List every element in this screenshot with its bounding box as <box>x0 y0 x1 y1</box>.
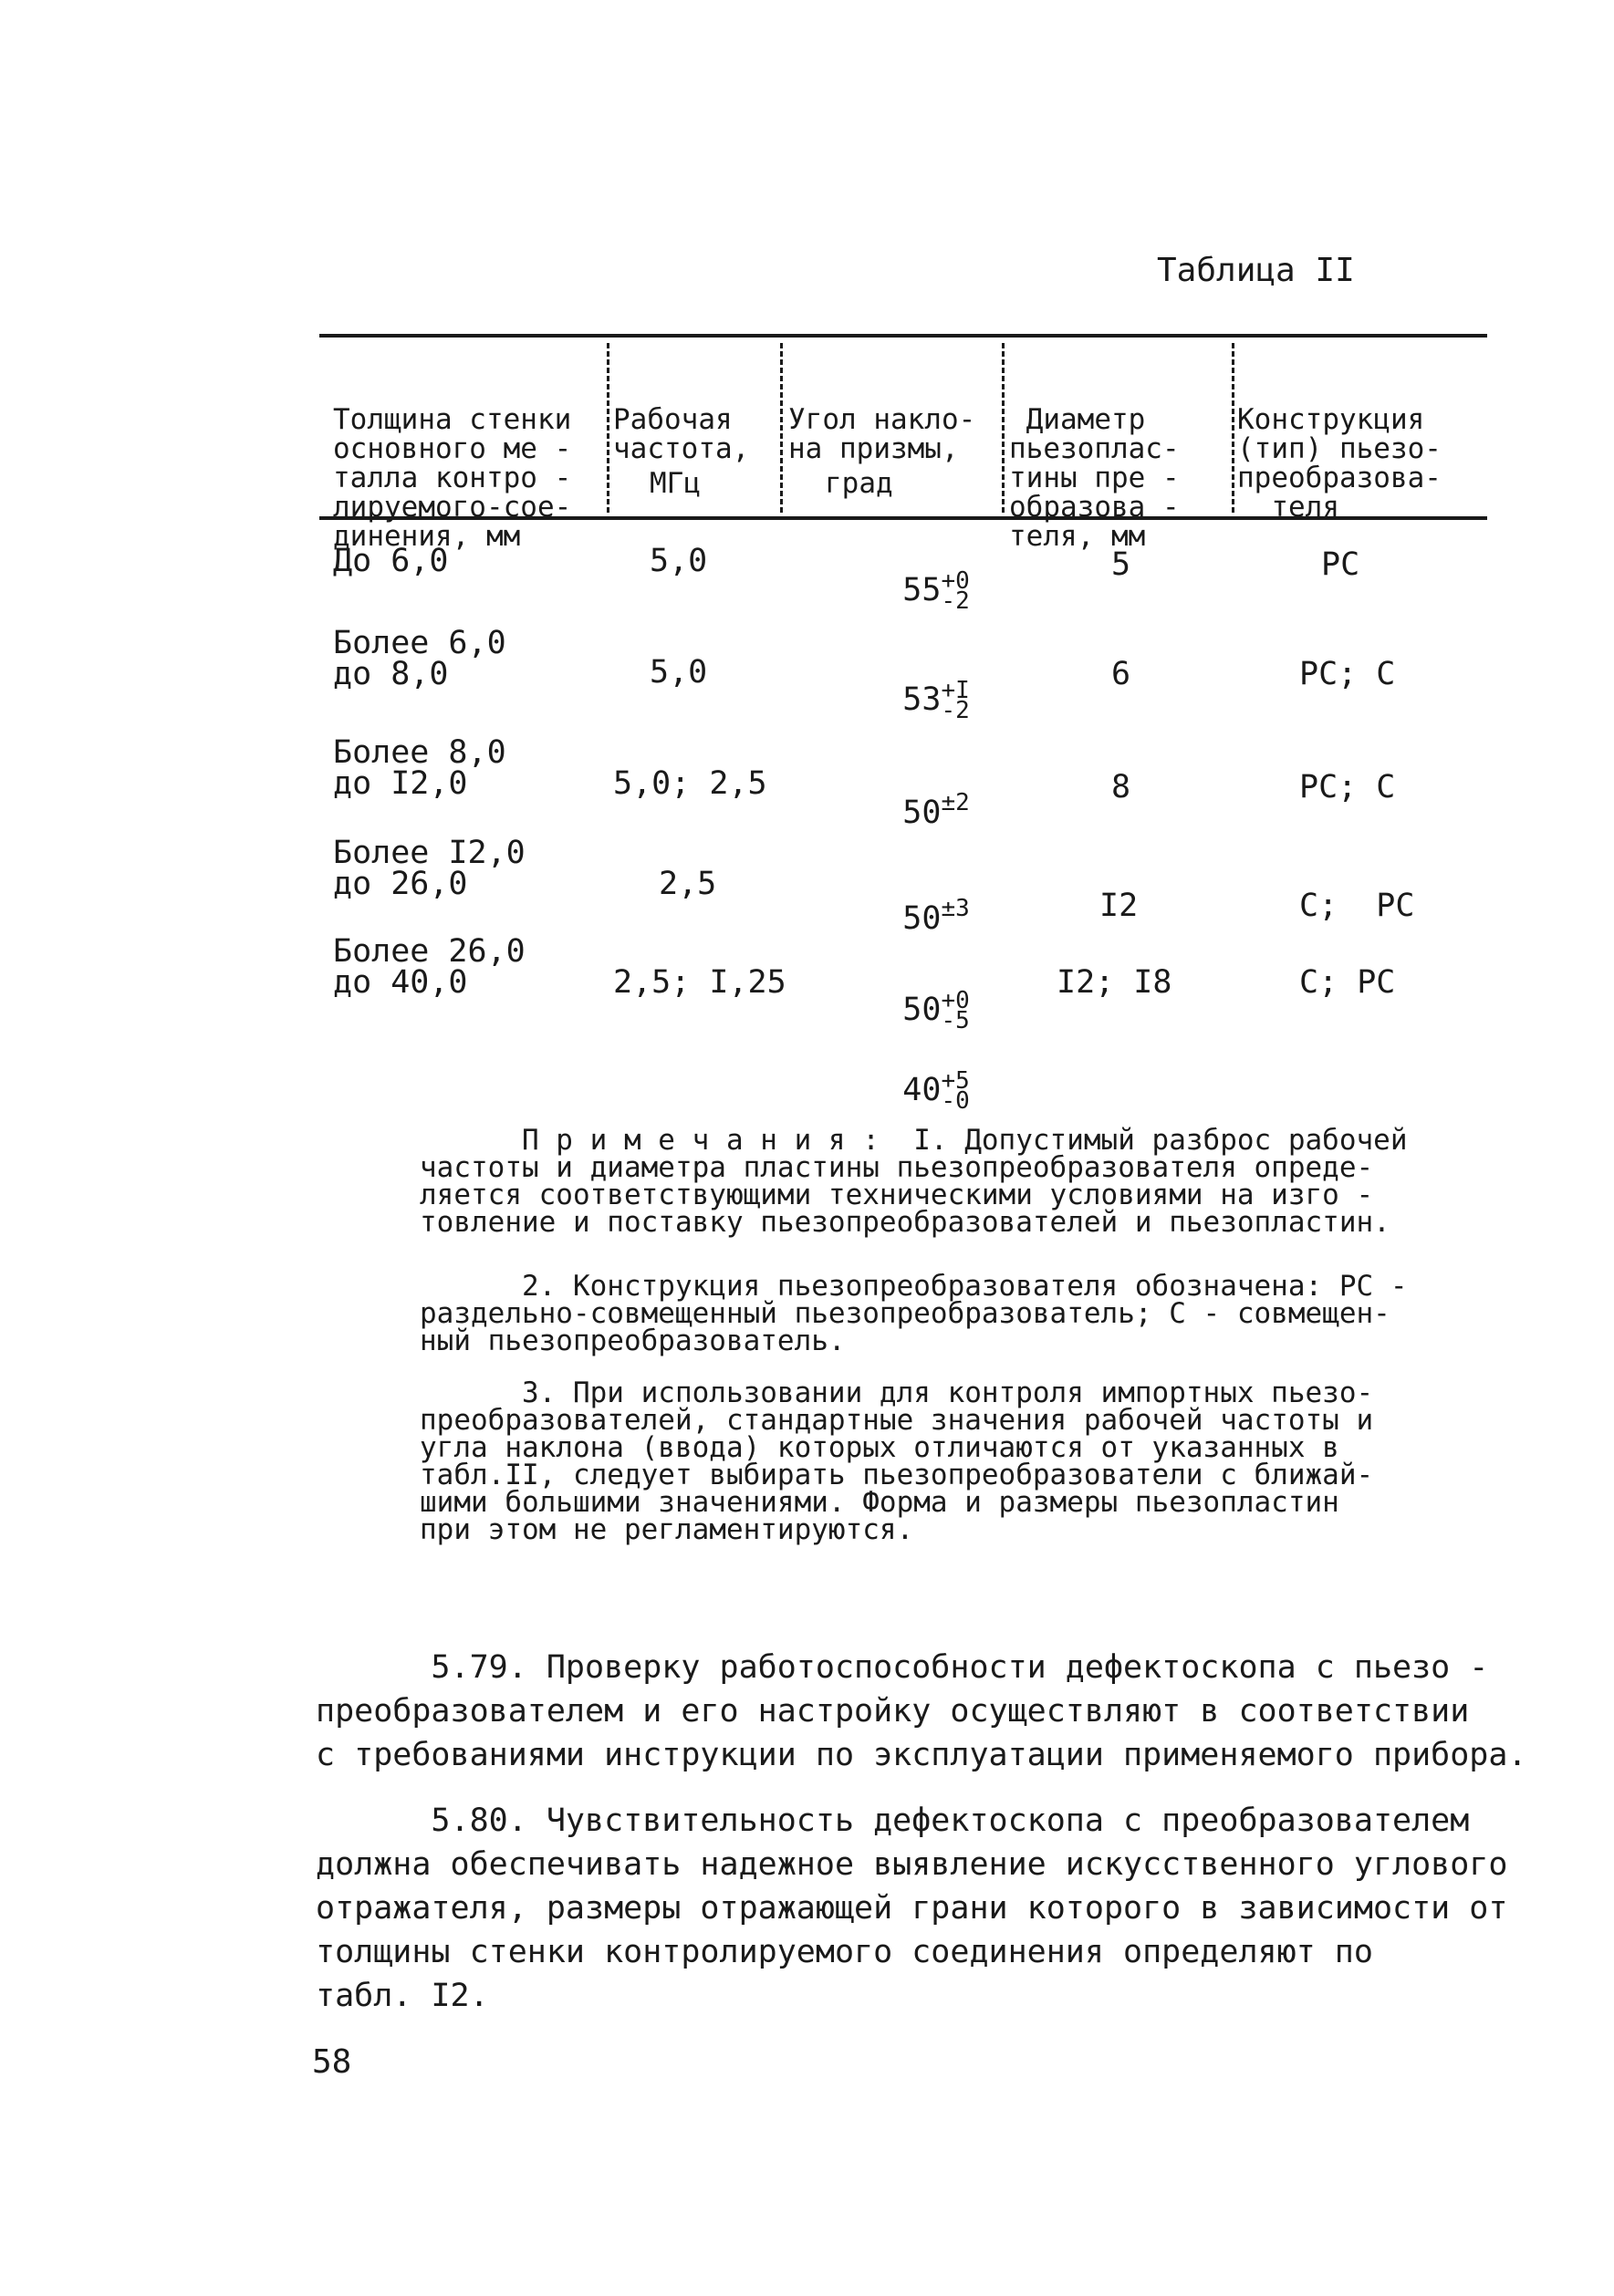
table-note-2: 2. Конструкция пьезопреобразователя обозначена: РС - раздельно-совмещенный пьезопреобразователь; С - совмещен- ный пьезопреобразователь. <box>420 1270 1408 1357</box>
header-diameter: Диаметр пьезоплас- тины пре - образова - теля, мм <box>1009 403 1180 553</box>
header-design: Конструкция (тип) пьезо- преобразова- теля <box>1237 403 1442 524</box>
table-note-3: 3. При использовании для контроля импортных пьезо- преобразователей, стандартные значения рабочей частоты и угла наклона (ввода) которых отличаются от указанных в табл.II, следует выбирать пьезопреобразователи с ближай- шими большими значениями. Форма и размеры пьезопластин при этом не регламентируются. <box>420 1377 1374 1546</box>
table-row-2-angle: 53 +I -2 <box>902 677 970 724</box>
table-title: Таблица II <box>1157 252 1355 289</box>
paragraph-5-80: 5.80. Чувствительность дефектоскопа с преобразователем должна обеспечивать надежное выявление искусственного углового отражателя, размеры отражающей грани которого в зависимости от толщины стенки контролируемого соединения определяют по табл. I2. <box>316 1803 1508 2014</box>
table-row-1-thickness: До 6,0 <box>333 543 449 579</box>
table-row-6-angle: 40 +5 -0 <box>902 1067 970 1115</box>
table-row-5-thickness: Более 26,0 до 40,0 <box>333 933 526 1001</box>
table-row-5-angle: 50 +0 -5 <box>902 987 970 1034</box>
table-row-5-design: С; РС <box>1299 964 1396 1001</box>
table-row-4-frequency: 2,5 <box>659 866 717 902</box>
table-row-3-frequency: 5,0; 2,5 <box>613 765 767 802</box>
table-top-rule <box>319 334 1487 338</box>
paragraph-5-79: 5.79. Проверку работоспособности дефектоскопа с пьезо - преобразователем и его настройку осуществляют в соответствии с требованиями инструкции по эксплуатации применяемого прибора. <box>316 1649 1527 1773</box>
table-note-1: П р и м е ч а н и я : I. Допустимый разброс рабочей частоты и диаметра пластины пьезопреобразователя опреде- ляется соответствующими техническими условиями на изго - товление и поставку пьезопреобразователей и пьезопластин. <box>420 1124 1408 1239</box>
table-row-5-diameter: I2; I8 <box>1057 964 1172 1001</box>
table-row-4-angle: $50^{\pm 3}$ <box>902 895 970 937</box>
column-separator <box>1002 343 1005 513</box>
table-row-4-thickness: Более I2,0 до 26,0 <box>333 835 526 902</box>
table-row-4-diameter: I2 <box>1099 888 1139 924</box>
table-row-1-design: РС <box>1321 546 1360 583</box>
column-separator <box>607 343 609 513</box>
table-row-2-diameter: 6 <box>1111 656 1131 692</box>
table-row-3-thickness: Более 8,0 до I2,0 <box>333 734 506 802</box>
table-row-5-frequency: 2,5; I,25 <box>613 964 786 1001</box>
table-row-3-diameter: 8 <box>1111 769 1131 805</box>
table-row-2-design: РС; С <box>1299 656 1396 692</box>
column-separator <box>1232 343 1234 513</box>
table-row-1-diameter: 5 <box>1111 546 1131 583</box>
table-row-3-design: РС; С <box>1299 769 1396 805</box>
page-number: 58 <box>312 2043 352 2081</box>
column-separator <box>780 343 783 513</box>
table-row-1-angle: 55 +0 -2 <box>902 567 970 615</box>
header-angle: Угол накло- на призмы, град <box>788 403 976 500</box>
table-row-2-frequency: 5,0 <box>650 654 708 691</box>
table-row-4-design: С; РС <box>1299 888 1415 924</box>
header-frequency: Рабочая частота, МГц <box>613 403 750 500</box>
table-row-2-thickness: Более 6,0 до 8,0 <box>333 625 506 692</box>
table-row-1-frequency: 5,0 <box>650 543 708 579</box>
header-thickness: Толщина стенки основного ме - талла контро - лируемого-сое- динения, мм <box>333 403 572 553</box>
table-row-3-angle: $50^{\pm 2}$ <box>902 789 970 831</box>
